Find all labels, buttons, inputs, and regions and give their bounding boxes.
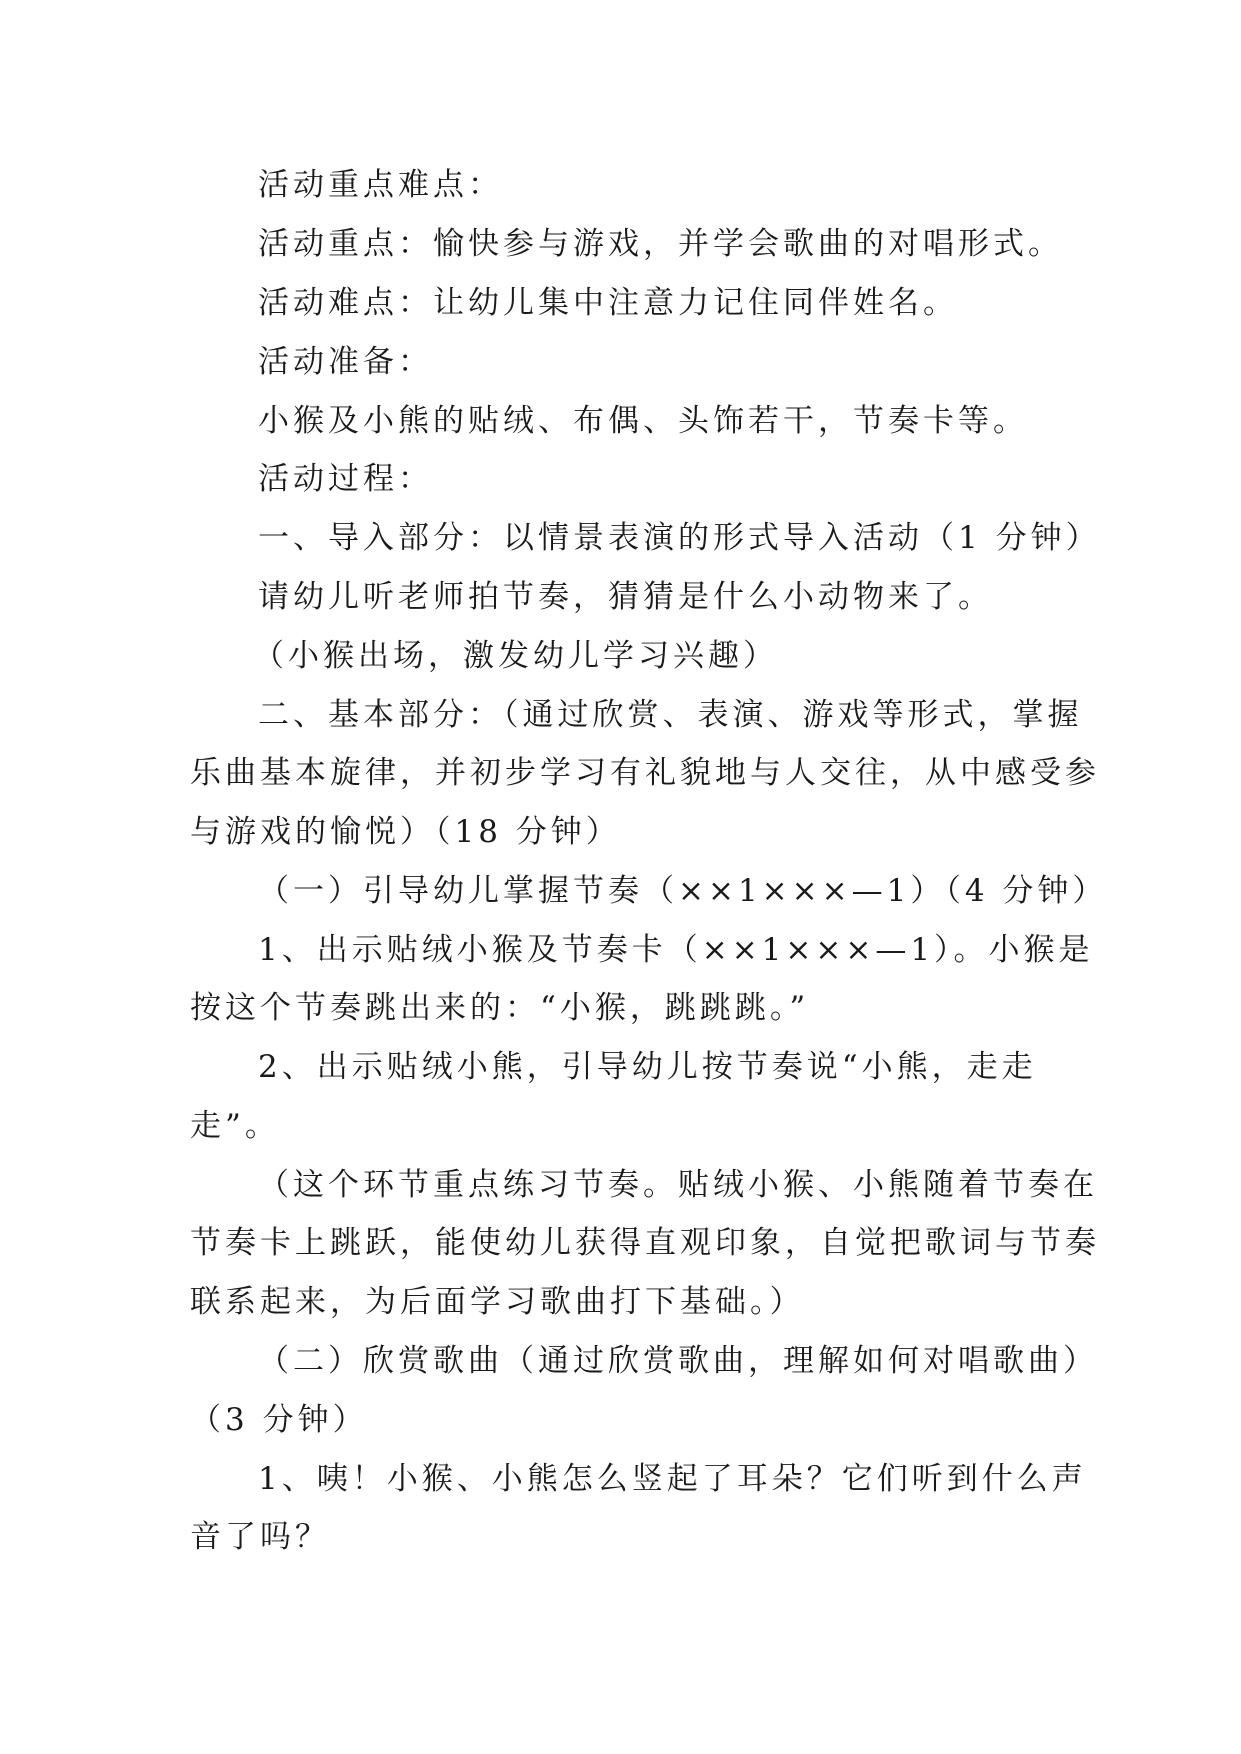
paragraph-step-2-continued: 走”。 <box>190 1108 280 1144</box>
section-intro: 一、导入部分：以情景表演的形式导入活动（1 分钟） <box>258 520 1101 556</box>
heading-key-points: 活动重点难点： <box>258 167 503 203</box>
paragraph-rhythm-note: （这个环节重点练习节奏。贴绒小猴、小熊随着节奏在 <box>258 1167 1098 1203</box>
paragraph-key-point: 活动重点：愉快参与游戏，并学会歌曲的对唱形式。 <box>258 226 1063 262</box>
heading-process: 活动过程： <box>258 461 433 497</box>
heading-preparation: 活动准备： <box>258 344 433 380</box>
paragraph-step-2: 2、出示贴绒小熊，引导幼儿按节奏说“小熊，走走 <box>258 1049 1037 1085</box>
paragraph-appreciation-step-1: 1、咦！小猴、小熊怎么竖起了耳朵？它们听到什么声 <box>258 1461 1087 1497</box>
paragraph-step-1: 1、出示贴绒小猴及节奏卡（××1×××—1）。小猴是 <box>258 932 1094 968</box>
paragraph-rhythm-note-continued: 节奏卡上跳跃，能使幼儿获得直观印象，自觉把歌词与节奏 <box>190 1225 1100 1261</box>
paragraph-preparation: 小猴及小熊的贴绒、布偶、头饰若干，节奏卡等。 <box>258 403 1028 439</box>
paragraph-intro: 请幼儿听老师拍节奏，猜猜是什么小动物来了。 <box>258 579 993 615</box>
paragraph-step-1-continued: 按这个节奏跳出来的：“小猴，跳跳跳。” <box>190 990 810 1026</box>
subsection-appreciation: （二）欣赏歌曲（通过欣赏歌曲，理解如何对唱歌曲） <box>258 1343 1098 1379</box>
section-basic-continued: 乐曲基本旋律，并初步学习有礼貌地与人交往，从中感受参 <box>190 755 1100 791</box>
paragraph-rhythm-note-continued: 联系起来，为后面学习歌曲打下基础。） <box>190 1284 805 1320</box>
subsection-rhythm: （一）引导幼儿掌握节奏（××1×××—1）（4 分钟） <box>258 873 1108 909</box>
paragraph-appreciation-step-1-continued: 音了吗？ <box>190 1519 330 1555</box>
section-basic-continued: 与游戏的愉悦）（18 分钟） <box>190 814 621 850</box>
paragraph-intro-note: （小猴出场，激发幼儿学习兴趣） <box>253 638 778 674</box>
section-basic: 二、基本部分：（通过欣赏、表演、游戏等形式，掌握 <box>258 697 1083 733</box>
paragraph-difficulty: 活动难点：让幼儿集中注意力记住同伴姓名。 <box>258 285 958 321</box>
subsection-appreciation-continued: （3 分钟） <box>190 1402 368 1438</box>
